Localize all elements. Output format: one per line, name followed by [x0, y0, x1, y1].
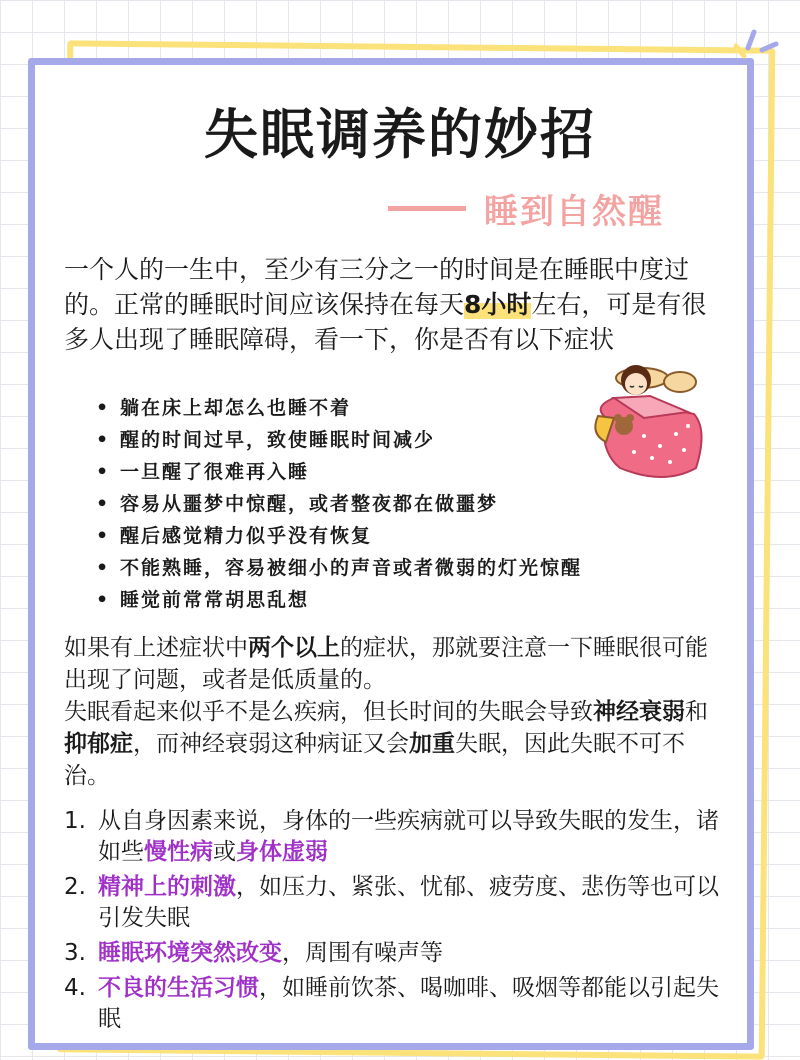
- para2-bold: 神经衰弱: [593, 699, 685, 725]
- para2-text: 失眠，因此失眠不可不治。: [64, 731, 685, 789]
- cause-highlight: 精神上的刺激: [98, 874, 236, 900]
- cause-highlight: 慢性病: [144, 839, 213, 865]
- para2-bold: 加重: [409, 731, 455, 757]
- symptom-item: [96, 488, 582, 520]
- bullet-icon: •: [96, 557, 111, 579]
- subtitle: 睡到自然醒: [484, 192, 664, 232]
- para2-text: 失眠看起来似乎不是么疾病，但长时间的失眠会导致: [64, 699, 593, 725]
- subtitle-dash: [388, 206, 466, 211]
- cause-text: [98, 806, 724, 868]
- cause-item: [64, 938, 724, 969]
- symptom-text: 一旦醒了很难再入睡: [120, 461, 310, 483]
- para2-text: 和: [685, 699, 708, 725]
- symptom-item: [96, 424, 582, 456]
- symptom-text: 躺在床上却怎么也睡不着: [120, 397, 352, 419]
- cause-plain: ，如睡前饮茶、喝咖啡、吸烟等都能以引起失眠: [98, 975, 719, 1032]
- cause-text: [98, 973, 724, 1035]
- decorative-strokes-icon: [732, 28, 782, 68]
- bullet-icon: •: [96, 397, 111, 419]
- cause-text: [98, 872, 724, 934]
- para2-bold: 抑郁症: [64, 731, 133, 757]
- cause-number: 3.: [64, 940, 86, 966]
- cause-item: [64, 973, 724, 1035]
- intro-paragraph: [64, 252, 714, 357]
- symptom-text: 容易从噩梦中惊醒，或者整夜都在做噩梦: [120, 493, 499, 515]
- bullet-icon: •: [96, 461, 111, 483]
- symptom-item: [96, 584, 582, 616]
- bullet-icon: •: [96, 493, 111, 515]
- para2-text: ，而神经衰弱这种病证又会: [133, 731, 409, 757]
- symptom-text: 醒的时间过早，致使睡眠时间减少: [120, 429, 436, 451]
- cause-plain: ，如压力、紧张、忧郁、疲劳度、悲伤等也可以引发失眠: [98, 874, 719, 931]
- symptom-item: [96, 520, 582, 552]
- intro-text-before: 一个人的一生中，至少有三分之一的时间是在睡眠中度过的。正常的睡眠时间应该保持在每天: [64, 255, 690, 319]
- symptom-list: [96, 392, 582, 616]
- cause-list: [64, 806, 724, 1039]
- warning-paragraph: [64, 632, 724, 792]
- cause-number: 2.: [64, 874, 86, 900]
- intro-highlight: 8小时: [464, 290, 532, 319]
- symptom-text: 不能熟睡，容易被细小的声音或者微弱的灯光惊醒: [120, 557, 583, 579]
- cause-highlight: 不良的生活习惯: [98, 975, 259, 1001]
- symptom-text: 醒后感觉精力似乎没有恢复: [120, 525, 373, 547]
- cause-plain: 从自身因素来说，身体的一些疾病就可以导致失眠的发生，诸如些: [98, 808, 719, 865]
- cause-item: [64, 872, 724, 934]
- para1-bold: 两个以上: [248, 635, 340, 661]
- bullet-icon: •: [96, 525, 111, 547]
- subtitle-block: [388, 184, 664, 233]
- bullet-icon: •: [96, 429, 111, 451]
- cause-number: 4.: [64, 975, 86, 1001]
- girl-sleeping-in-bed-icon: [584, 356, 714, 486]
- cause-item: [64, 806, 724, 868]
- cause-plain: ，周围有噪声等: [282, 940, 443, 966]
- cause-highlight: 睡眠环境突然改变: [98, 940, 282, 966]
- symptom-item: [96, 456, 582, 488]
- intro-text-after: 左右，可是有很多人出现了睡眠障碍，看一下，你是否有以下症状: [64, 290, 707, 354]
- symptom-item: [96, 392, 582, 424]
- para1-text: 的症状，那就要注意一下睡眠很可能出现了问题，或者是低质量的。: [64, 635, 708, 693]
- symptom-text: 睡觉前常常胡思乱想: [120, 589, 310, 611]
- cause-plain: 或: [213, 839, 236, 865]
- cause-text: [98, 938, 443, 969]
- page-title: 失眠调养的妙招: [204, 103, 596, 166]
- symptom-item: [96, 552, 582, 584]
- cause-highlight: 身体虚弱: [236, 839, 328, 865]
- para1-text: 如果有上述症状中: [64, 635, 248, 661]
- bullet-icon: •: [96, 589, 111, 611]
- cause-number: 1.: [64, 808, 86, 834]
